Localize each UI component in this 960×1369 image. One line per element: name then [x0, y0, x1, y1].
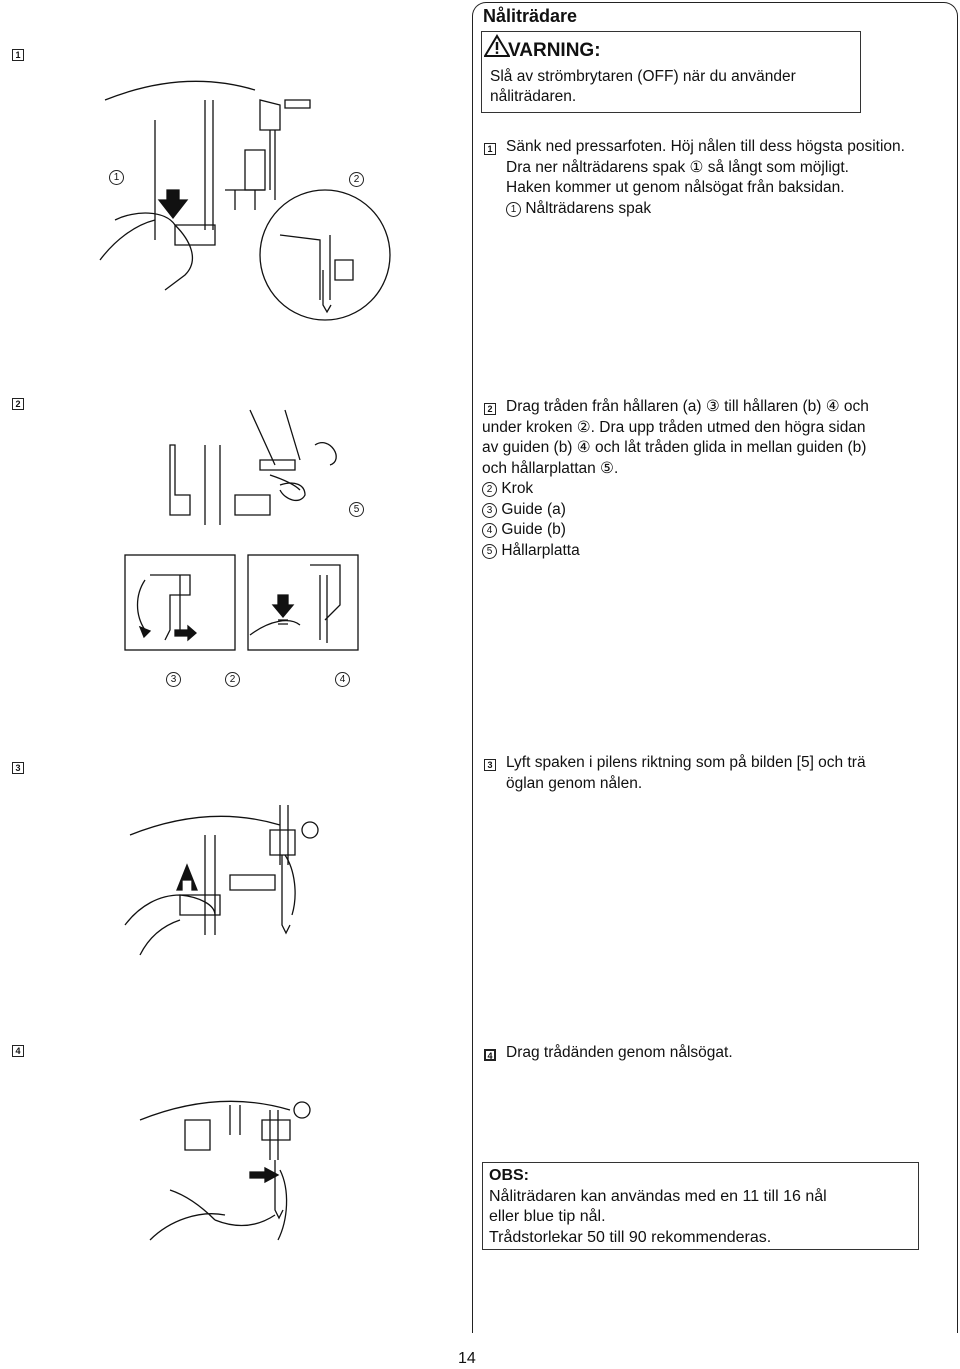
- step-1-line: Dra ner nålträdarens spak ① så långt som möjligt.: [506, 158, 849, 176]
- step-1-line: Sänk ned pressarfoten. Höj nålen till dess högsta position.: [506, 138, 905, 155]
- legend-label: Krok: [501, 480, 534, 497]
- warning-box: [481, 31, 861, 113]
- note-title: OBS:: [489, 1167, 529, 1184]
- step-3-marker: 3: [484, 759, 496, 771]
- legend-number: 5: [482, 544, 497, 559]
- warning-triangle-icon: [484, 34, 510, 58]
- step-2-line: Drag tråden från hållaren (a) ③ till hållaren (b) ④ och: [506, 398, 869, 415]
- step-4-marker-left: 4: [12, 1045, 24, 1057]
- legend-number: 1: [506, 202, 521, 217]
- step-4-marker: 4: [484, 1049, 496, 1061]
- step-1-text: [482, 137, 952, 219]
- step-1-legend-item: [482, 199, 952, 220]
- step-1-marker-left: 1: [12, 49, 24, 61]
- step-2-legend-item: [482, 500, 952, 521]
- step-2-legend-item: [482, 479, 952, 500]
- legend-label: Guide (a): [501, 500, 566, 518]
- warning-heading: VARNING:: [508, 40, 601, 61]
- legend-number: 4: [482, 523, 497, 538]
- callout-2b: 2: [225, 672, 240, 687]
- step-4-text: [482, 1043, 952, 1064]
- legend-label: Hållarplatta: [501, 541, 580, 559]
- step-2-line: under kroken ②. Dra upp tråden utmed den högra sidan: [482, 418, 866, 436]
- step-3-line: öglan genom nålen.: [506, 774, 643, 792]
- step-4-line: Drag trådänden genom nålsögat.: [506, 1044, 733, 1061]
- legend-label: Nålträdarens spak: [525, 199, 652, 217]
- step-2-text: [482, 397, 952, 561]
- step-3-illustration: [120, 795, 330, 965]
- step-2-line: av guiden (b) ④ och låt tråden glida in mellan guiden (b): [482, 439, 867, 456]
- step-2-legend-item: [482, 520, 952, 541]
- legend-number: 2: [482, 482, 497, 497]
- step-2-line: och hållarplattan ⑤.: [482, 459, 619, 477]
- note-line: Nåliträdaren kan användas med en 11 till 16 nål: [489, 1187, 827, 1205]
- legend-number: 3: [482, 503, 497, 518]
- note-line: eller blue tip nål.: [489, 1208, 606, 1225]
- note-line: Trådstorlekar 50 till 90 rekommenderas.: [489, 1228, 772, 1246]
- callout-2: 2: [349, 172, 364, 187]
- step-3-marker-left: 3: [12, 762, 24, 774]
- step-2-legend-item: [482, 541, 952, 562]
- callout-5: 5: [349, 502, 364, 517]
- legend-label: Guide (b): [501, 521, 566, 538]
- step-2-marker: 2: [484, 403, 496, 415]
- page-number: 14: [458, 1350, 476, 1367]
- callout-4: 4: [335, 672, 350, 687]
- step-1-marker: 1: [484, 143, 496, 155]
- callout-1: 1: [109, 170, 124, 185]
- note-box: [482, 1162, 919, 1250]
- warning-text: Slå av strömbrytaren (OFF) när du använder nåliträdaren.: [490, 68, 796, 105]
- step-1-illustration: [95, 60, 425, 330]
- step-3-text: [482, 753, 952, 794]
- step-2-illustration: [120, 405, 370, 660]
- step-2-marker-left: 2: [12, 398, 24, 410]
- section-title: Nåliträdare: [483, 6, 578, 26]
- step-1-line: Haken kommer ut genom nålsögat från baksidan.: [506, 179, 845, 196]
- callout-3: 3: [166, 672, 181, 687]
- step-4-illustration: [130, 1080, 330, 1270]
- step-3-line: Lyft spaken i pilens riktning som på bilden [5] och trä: [506, 754, 866, 771]
